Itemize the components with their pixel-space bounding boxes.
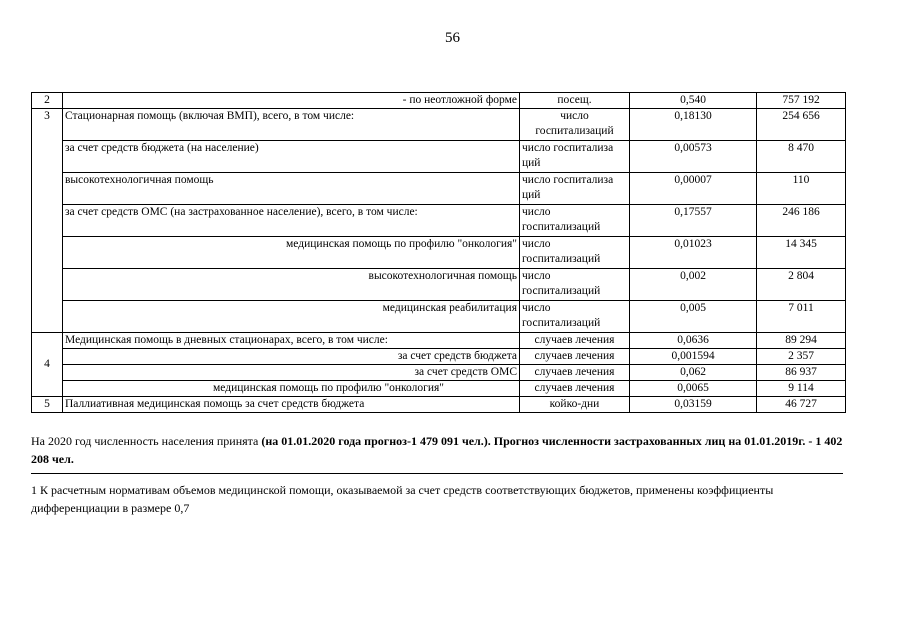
table-row — [32, 301, 846, 333]
row-description: медицинская помощь по профилю "онкология" — [63, 237, 520, 269]
table-row — [32, 349, 846, 365]
row-description: медицинская реабилитация — [63, 301, 520, 333]
row-volume: 254 656 — [757, 109, 846, 141]
population-note — [31, 432, 843, 468]
row-volume: 7 011 — [757, 301, 846, 333]
table-row — [32, 397, 846, 413]
row-volume: 9 114 — [757, 381, 846, 397]
table-row — [32, 269, 846, 301]
row-unit: число госпитализаций — [520, 205, 630, 237]
row-unit: число госпитализаций — [520, 109, 630, 141]
row-number: 4 — [32, 333, 63, 397]
row-unit: посещ. — [520, 93, 630, 109]
row-norm: 0,005 — [630, 301, 757, 333]
row-volume: 46 727 — [757, 397, 846, 413]
row-volume: 2 357 — [757, 349, 846, 365]
row-description: за счет средств ОМС — [63, 365, 520, 381]
row-norm: 0,0636 — [630, 333, 757, 349]
row-volume: 86 937 — [757, 365, 846, 381]
row-volume: 14 345 — [757, 237, 846, 269]
row-number: 5 — [32, 397, 63, 413]
row-description: за счет средств ОМС (на застрахованное население), всего, в том числе: — [63, 205, 520, 237]
table-row — [32, 93, 846, 109]
row-unit: случаев лечения — [520, 333, 630, 349]
row-unit: койко-дни — [520, 397, 630, 413]
row-volume: 2 804 — [757, 269, 846, 301]
note-lead: На 2020 год численность населения принята — [31, 434, 262, 448]
table-row — [32, 365, 846, 381]
row-number: 2 — [32, 93, 63, 109]
norms-table — [31, 92, 846, 413]
page-number: 56 — [445, 30, 460, 46]
row-volume: 89 294 — [757, 333, 846, 349]
row-norm: 0,01023 — [630, 237, 757, 269]
row-description: за счет средств бюджета — [63, 349, 520, 365]
row-norm: 0,001594 — [630, 349, 757, 365]
table-row — [32, 173, 846, 205]
row-unit: случаев лечения — [520, 365, 630, 381]
row-description: медицинская помощь по профилю "онкология" — [63, 381, 520, 397]
row-description: Медицинская помощь в дневных стационарах, всего, в том числе: — [63, 333, 520, 349]
row-description: - по неотложной форме — [63, 93, 520, 109]
row-norm: 0,540 — [630, 93, 757, 109]
row-norm: 0,062 — [630, 365, 757, 381]
row-unit: число госпитализаций — [520, 301, 630, 333]
row-description: высокотехнологичная помощь — [63, 269, 520, 301]
table-row — [32, 205, 846, 237]
row-description: высокотехнологичная помощь — [63, 173, 520, 205]
row-norm: 0,03159 — [630, 397, 757, 413]
row-norm: 0,002 — [630, 269, 757, 301]
row-description: Паллиативная медицинская помощь за счет средств бюджета — [63, 397, 520, 413]
row-norm: 0,00007 — [630, 173, 757, 205]
row-norm: 0,00573 — [630, 141, 757, 173]
row-norm: 0,18130 — [630, 109, 757, 141]
row-description: за счет средств бюджета (на население) — [63, 141, 520, 173]
row-volume: 8 470 — [757, 141, 846, 173]
table-row — [32, 381, 846, 397]
row-volume: 110 — [757, 173, 846, 205]
row-volume: 757 192 — [757, 93, 846, 109]
table-row — [32, 237, 846, 269]
row-unit: случаев лечения — [520, 349, 630, 365]
table-row — [32, 109, 846, 141]
row-unit: число госпитализаций — [520, 269, 630, 301]
row-volume: 246 186 — [757, 205, 846, 237]
row-number: 3 — [32, 109, 63, 333]
row-norm: 0,0065 — [630, 381, 757, 397]
footnote: 1 К расчетным нормативам объемов медицинской помощи, оказываемой за счет средств соответствующих бюджетов, применены коэффициенты дифференциации в размере 0,7 — [31, 483, 774, 515]
table-row — [32, 333, 846, 349]
note-bold: (на 01.01.2020 года прогноз-1 479 091 чел.). Прогноз численности застрахованных лиц на 01.01.2019г. - 1 402 208 чел. — [31, 434, 843, 466]
row-unit: число госпитализаций — [520, 237, 630, 269]
footnote-divider — [31, 473, 843, 474]
row-unit: число госпитализа ций — [520, 141, 630, 173]
row-unit: число госпитализа ций — [520, 173, 630, 205]
row-description: Стационарная помощь (включая ВМП), всего, в том числе: — [63, 109, 520, 141]
table-row — [32, 141, 846, 173]
row-unit: случаев лечения — [520, 381, 630, 397]
row-norm: 0,17557 — [630, 205, 757, 237]
